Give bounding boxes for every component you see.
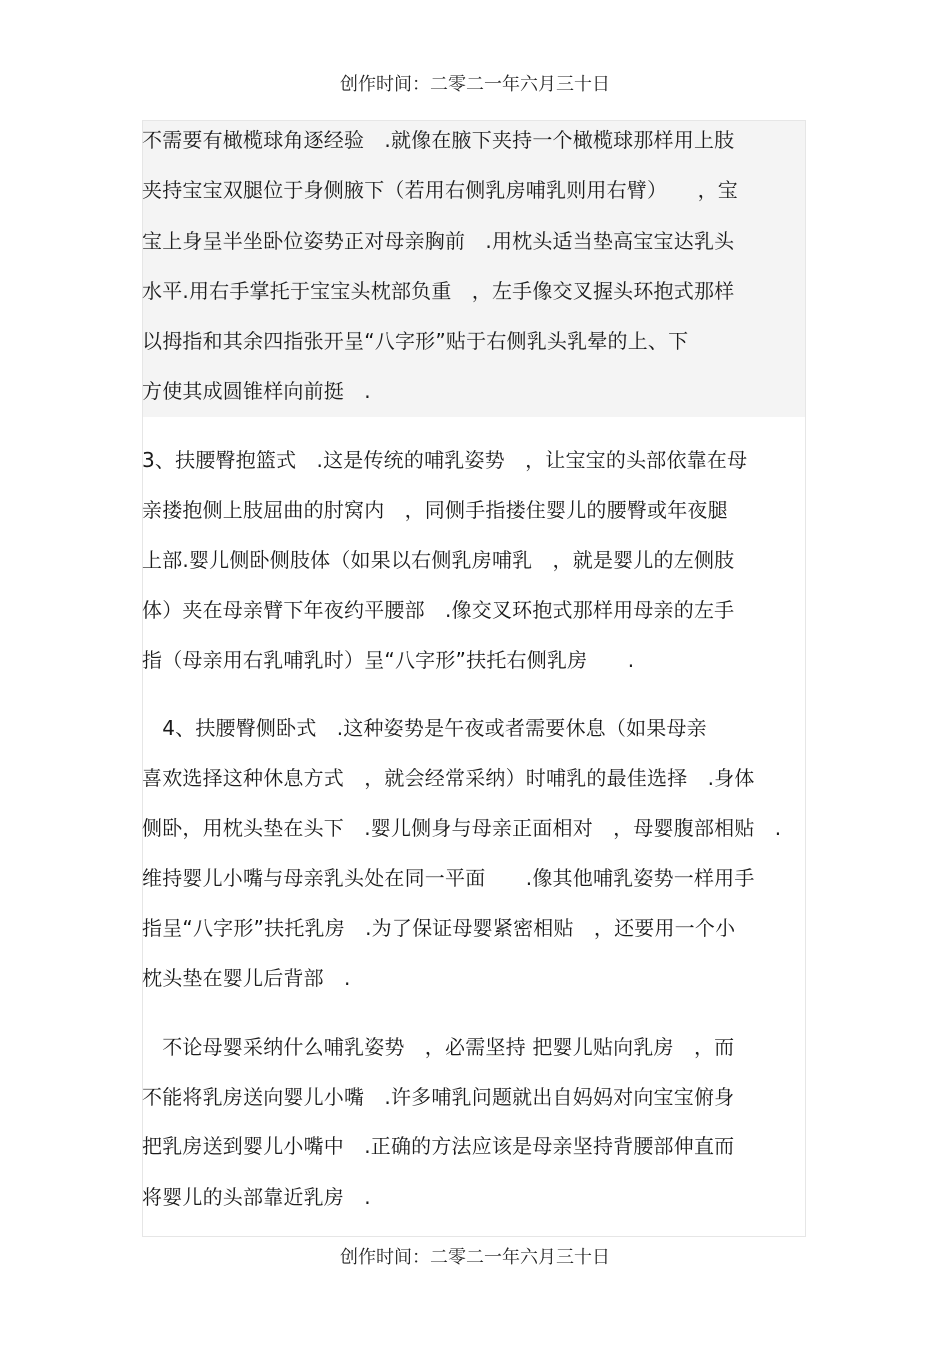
text-line: 方使其成圆锥样向前挺 . bbox=[142, 379, 371, 403]
text-line: 把乳房送到婴儿小嘴中 .正确的方法应该是母亲坚持背腰部伸直而 bbox=[142, 1134, 735, 1158]
page-footer: 创作时间：二零二一年六月三十日 bbox=[340, 1247, 610, 1268]
text-line: 水平.用右手掌托于宝宝头枕部负重 ，左手像交叉握头环抱式那样 bbox=[142, 279, 735, 303]
text-line: 夹持宝宝双腿位于身侧腋下（若用右侧乳房哺乳则用右臂） ，宝 bbox=[142, 178, 738, 202]
text-line: 宝上身呈半坐卧位姿势正对母亲胸前 .用枕头适当垫高宝宝达乳头 bbox=[142, 229, 735, 253]
text-line: 维持婴儿小嘴与母亲乳头处在同一平面 .像其他哺乳姿势一样用手 bbox=[142, 866, 755, 890]
text-line: 指呈“八字形”扶托乳房 .为了保证母婴紧密相贴 ，还要用一个小 bbox=[142, 916, 736, 940]
text-line: 喜欢选择这种休息方式 ，就会经常采纳）时哺乳的最佳选择 .身体 bbox=[142, 766, 755, 790]
text-line: 亲搂抱侧上肢屈曲的肘窝内 ，同侧手指搂住婴儿的腰臀或年夜腿 bbox=[142, 498, 728, 522]
text-line: 上部.婴儿侧卧侧肢体（如果以右侧乳房哺乳 ，就是婴儿的左侧肢 bbox=[142, 548, 735, 572]
text-line: 3、扶腰臀抱篮式 .这是传统的哺乳姿势 ，让宝宝的头部依靠在母 bbox=[142, 448, 748, 472]
text-line: 侧卧，用枕头垫在头下 .婴儿侧身与母亲正面相对 ，母婴腹部相贴 . bbox=[142, 816, 782, 840]
text-line: 不需要有橄榄球角逐经验 .就像在腋下夹持一个橄榄球那样用上肢 bbox=[142, 128, 735, 152]
text-line: 不能将乳房送向婴儿小嘴 .许多哺乳问题就出自妈妈对向宝宝俯身 bbox=[142, 1085, 735, 1109]
text-line: 指（母亲用右乳哺乳时）呈“八字形”扶托右侧乳房 . bbox=[142, 648, 635, 672]
text-line: 不论母婴采纳什么哺乳姿势 ，必需坚持 把婴儿贴向乳房 ，而 bbox=[142, 1035, 735, 1059]
text-line: 以拇指和其余四指张开呈“八字形”贴于右侧乳头乳晕的上、下 bbox=[142, 329, 689, 353]
text-line: 4、扶腰臀侧卧式 .这种姿势是午夜或者需要休息（如果母亲 bbox=[142, 716, 707, 740]
text-line: 枕头垫在婴儿后背部 . bbox=[142, 966, 351, 990]
text-line: 体）夹在母亲臂下年夜约平腰部 .像交叉环抱式那样用母亲的左手 bbox=[142, 598, 735, 622]
text-line: 将婴儿的头部靠近乳房 . bbox=[142, 1185, 371, 1209]
page-header: 创作时间：二零二一年六月三十日 bbox=[340, 74, 610, 95]
